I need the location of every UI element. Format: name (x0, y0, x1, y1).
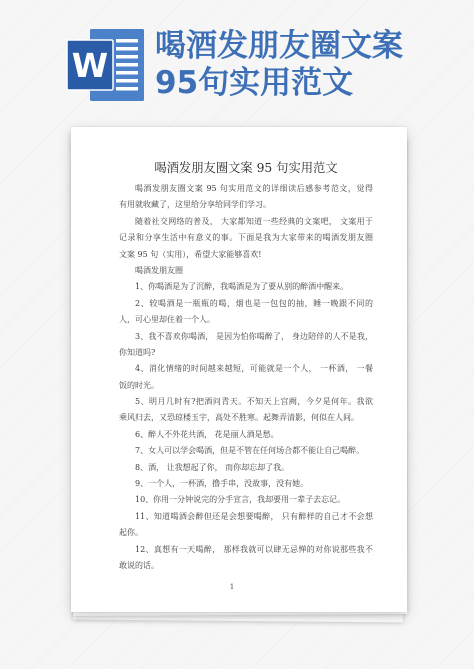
text-line: 8、酒， 让我想起了你， 而你却忘却了我。 (135, 462, 290, 472)
text-line: 记录和分享生活中有意义的事。下面是我为大家带来的喝酒发朋友圈 (119, 233, 373, 243)
word-icon-letter: W (71, 46, 109, 85)
list-item (119, 279, 373, 295)
list-item (119, 460, 373, 476)
list-item (119, 296, 373, 329)
text-line: 敢说的话。 (119, 560, 159, 570)
document-title: 喝酒发朋友圈文案 95 句实用范文 (154, 161, 338, 175)
list-item (119, 509, 373, 542)
banner-title (155, 28, 403, 102)
text-line: 起你。 (119, 528, 143, 538)
text-line: 11、知道喝酒会醉但还是会想要喝醉， 只有醉样的自己才不会想 (135, 511, 373, 521)
paragraph (119, 181, 373, 214)
text-line: 你知道吗? (119, 347, 156, 357)
document-body (119, 181, 373, 574)
text-line: 5、明月几时有?把酒问青天。不知天上宫阙，今夕是何年。我欲 (135, 397, 373, 407)
text-line: 文案 95 句（实用），希望大家能够喜欢! (119, 249, 262, 259)
text-line: 10、你用一分钟说完的分手宣言，我却要用一辈子去忘记。 (135, 495, 346, 505)
text-line: 喝酒发朋友圈 (135, 265, 183, 275)
word-document-icon (66, 29, 144, 101)
list-item (119, 476, 373, 492)
banner (0, 0, 474, 118)
text-line: 饭的时光。 (119, 380, 159, 390)
text-line: 人，可心里却住着一个人。 (119, 315, 215, 325)
list-item (119, 394, 373, 427)
list-item (119, 443, 373, 459)
banner-title-line-1: 喝酒发朋友圈文案 (155, 28, 403, 64)
text-line: 4、消化情绪的时间越来越短，可能就是一个人， 一杯酒， 一餐 (135, 364, 373, 374)
text-line: 乘风归去，又恐琼楼玉宇，高处不胜寒。起舞弄清影，何似在人间。 (119, 413, 359, 423)
banner-title-line-2: 95句实用范文 (155, 65, 354, 101)
page-number: 1 (229, 582, 235, 591)
text-line: 1、你喝酒是为了沉醉，我喝酒是为了要从别的醉酒中醒来。 (135, 282, 349, 292)
text-line: 喝酒发朋友圈文案 95 句实用范文的详细读后感参考范文，觉得 (135, 184, 373, 193)
list-item (119, 427, 373, 443)
document-page (71, 127, 407, 612)
text-line: 3、我不喜欢你喝酒， 是因为怕你喝醉了， 身边陪伴的人不是我， (135, 331, 373, 341)
text-line: 9、一个人，一杯酒，撸手串，没故事，没有她。 (135, 479, 309, 489)
text-line: 随着社交网络的普及， 大家都知道一些经典的文案吧， 文案用于 (135, 216, 373, 226)
paragraph (119, 214, 373, 263)
text-line: 2、较喝酒是一瓶瓶的喝，烟也是一包包的抽，睡一晚跟不同的 (135, 298, 373, 308)
list-item (119, 542, 373, 575)
text-line: 7、女人可以学会喝酒，但是不管在任何场合都不能让自己喝醉。 (135, 446, 365, 456)
list-item (119, 492, 373, 508)
list-item (119, 361, 373, 394)
section-heading (119, 263, 373, 279)
text-line: 有用就收藏了，这里给分享给同学们学习。 (119, 200, 271, 210)
text-line: 6、醉人不外花共酒， 花是丽人酒是愁。 (135, 429, 279, 439)
text-line: 12、真想有一天喝醉， 那样我就可以肆无忌惮的对你说那些我不 (135, 544, 373, 554)
list-item (119, 329, 373, 362)
